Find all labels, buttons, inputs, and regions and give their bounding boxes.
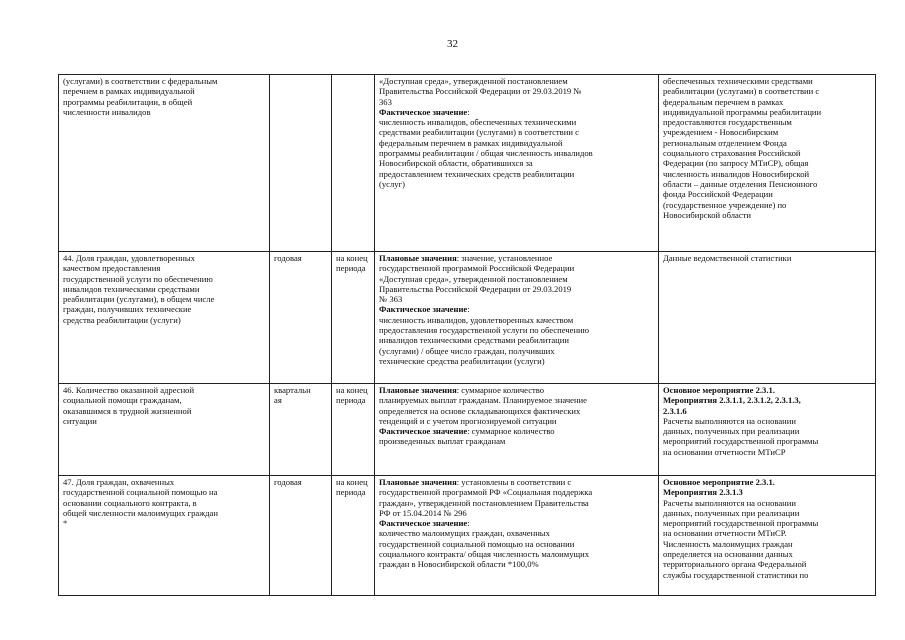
- indicator-line: 46. Количество оказанной адресной: [63, 385, 195, 395]
- indicator-line: качеством предоставления: [63, 263, 161, 274]
- plan-line: Правительства Российской Федерации от 29.03.2019: [379, 283, 572, 294]
- source-line: социального страхования Российской: [663, 148, 801, 159]
- page-number: 32: [447, 38, 458, 50]
- indicator-line: ситуации: [63, 415, 97, 426]
- plan-line: 363: [379, 96, 392, 107]
- plan-line: № 363: [379, 294, 403, 305]
- fact-text: : суммарное количество: [467, 426, 555, 437]
- indicators-table: [58, 74, 876, 596]
- fact-label: Фактическое значение: [379, 518, 468, 529]
- fact-line: технические средства реабилитации (услуги): [379, 355, 545, 366]
- date-line: периода: [336, 263, 366, 274]
- method-cell: [375, 476, 659, 596]
- periodicity-line: ая: [274, 395, 282, 406]
- plan-label: Плановые значения: [379, 477, 457, 487]
- fact-first-line: [379, 304, 654, 314]
- source-line: Численность малоимущих граждан: [663, 538, 793, 549]
- fact-line: государственной социальной помощью на основании: [379, 538, 575, 549]
- plan-line: планируемых выплат гражданам. Планируемое значение: [379, 395, 587, 406]
- source-line: федеральным перечнем в рамках: [663, 96, 784, 107]
- source-line: службы государственной статистики по: [663, 569, 809, 580]
- indicator-line: социальной помощи гражданам,: [63, 395, 182, 406]
- indicator-line: (услугами) в соответствии с федеральным: [63, 76, 218, 86]
- indicator-line: численности инвалидов: [63, 106, 151, 117]
- source-line: обеспеченных техническими средствами: [663, 76, 813, 86]
- plan-text: : установлены в соответствии с: [456, 477, 572, 487]
- date-cell: [332, 252, 375, 384]
- source-line: Новосибирской области: [663, 209, 752, 220]
- source-cell: [659, 252, 876, 384]
- source-line: мероприятий государственной программы: [663, 518, 819, 529]
- periodicity-cell: [270, 75, 332, 252]
- source-line: области – данные отделения Пенсионного: [663, 178, 818, 189]
- indicator-line: оказавшимся в трудной жизненной: [63, 405, 192, 416]
- plan-line: граждан», утвержденной постановлением Правительства: [379, 497, 589, 508]
- source-heading-line: Основное мероприятие 2.3.1.: [663, 477, 775, 487]
- indicator-cell: [59, 75, 270, 252]
- fact-line: инвалидов техническими средствами реабилитации: [379, 335, 569, 346]
- source-line: учреждением - Новосибирским: [663, 127, 779, 138]
- indicator-cell: [59, 476, 270, 596]
- source-line: определяется на основании данных: [663, 549, 793, 560]
- method-cell: [375, 384, 659, 476]
- source-heading-line: Мероприятия 2.3.1.3: [663, 487, 743, 498]
- indicator-line: государственной социальной помощью на: [63, 487, 218, 498]
- plan-line: тенденций и с учетом прогнозируемой ситуации: [379, 415, 557, 426]
- periodicity-cell: [270, 476, 332, 596]
- date-line: на конец: [336, 253, 368, 263]
- periodicity-cell: [270, 384, 332, 476]
- fact-text: :: [467, 304, 470, 315]
- table-row: [59, 384, 876, 476]
- fact-first-line: [379, 518, 654, 528]
- plan-line: определяется на основе складывающихся фактических: [379, 405, 581, 416]
- fact-line: программы реабилитации / общая численность инвалидов: [379, 148, 593, 159]
- table-row: [59, 75, 876, 252]
- source-line: мероприятий государственной программы: [663, 436, 819, 447]
- source-line: на основании отчетности МТиСР.: [663, 528, 787, 539]
- plan-text: : значение, установленное: [456, 253, 553, 263]
- plan-line: государственной программой Российской Федерации: [379, 263, 575, 274]
- date-line: на конец: [336, 477, 368, 487]
- plan-label: Плановые значения: [379, 253, 457, 263]
- table-row: [59, 476, 876, 596]
- source-line: предоставляются государственным: [663, 117, 792, 128]
- source-heading-line: Основное мероприятие 2.3.1.: [663, 385, 775, 395]
- source-cell: [659, 75, 876, 252]
- indicator-line: общей численности малоимущих граждан: [63, 507, 218, 518]
- indicator-line: реабилитации (услугами), в общем числе: [63, 294, 215, 305]
- date-line: периода: [336, 487, 366, 498]
- periodicity-line: квартальн: [274, 385, 311, 395]
- fact-line: федеральным перечнем в рамках индивидуальной: [379, 137, 563, 148]
- indicator-line: перечнем в рамках индивидуальной: [63, 86, 195, 97]
- indicator-line: средства реабилитации (услуги): [63, 314, 181, 325]
- fact-line: предоставления государственной услуги по обеспечению: [379, 325, 590, 336]
- source-cell: [659, 476, 876, 596]
- indicator-line: *: [63, 518, 68, 529]
- periodicity-cell: [270, 252, 332, 384]
- fact-line: численность инвалидов, обеспеченных техническими: [379, 117, 577, 128]
- plan-first-line: [379, 253, 654, 263]
- source-line: (государственное учреждение) по: [663, 199, 787, 210]
- date-cell: [332, 476, 375, 596]
- source-heading-line: Мероприятия 2.3.1.1, 2.3.1.2, 2.3.1.3,: [663, 395, 801, 406]
- source-line: Расчеты выполняются на основании: [663, 497, 796, 508]
- source-line: Федерации (по запросу МТиСР), общая: [663, 158, 809, 169]
- source-line: индивидуальной программы реабилитации: [663, 106, 822, 117]
- date-line: периода: [336, 395, 366, 406]
- indicator-line: 44. Доля граждан, удовлетворенных: [63, 253, 195, 263]
- source-line: на основании отчетности МТиСР: [663, 446, 786, 457]
- fact-label: Фактическое значение: [379, 304, 468, 315]
- plan-label: Плановые значения: [379, 385, 457, 395]
- indicator-cell: [59, 252, 270, 384]
- fact-line: количество малоимущих граждан, охваченных: [379, 528, 550, 539]
- fact-line: предоставлением технических средств реабилитации: [379, 168, 575, 179]
- date-line: на конец: [336, 385, 368, 395]
- source-line: фонда Российской Федерации: [663, 189, 773, 200]
- table-row: [59, 252, 876, 384]
- fact-line: социального контракта/ общая численность малоимущих: [379, 549, 590, 560]
- periodicity-line: годовая: [274, 477, 302, 487]
- date-cell: [332, 384, 375, 476]
- plan-line: РФ от 15.04.2014 № 296: [379, 507, 467, 518]
- indicator-line: основании социального контракта, в: [63, 497, 197, 508]
- indicator-line: программы реабилитации, в общей: [63, 96, 193, 107]
- plan-first-line: [379, 477, 654, 487]
- source-line: данных, полученных при реализации: [663, 507, 800, 518]
- fact-line: (услугами) / общее число граждан, получивших: [379, 345, 555, 356]
- source-line: численность инвалидов Новосибирской: [663, 168, 810, 179]
- indicator-line: государственной услуги по обеспечению: [63, 273, 213, 284]
- fact-line: (услуг): [379, 178, 405, 189]
- source-heading-line: 2.3.1.6: [663, 405, 687, 416]
- indicator-line: 47. Доля граждан, охваченных: [63, 477, 175, 487]
- plan-first-line: [379, 385, 654, 395]
- source-line: данных, полученных при реализации: [663, 426, 800, 437]
- plan-text: : суммарное количество: [456, 385, 545, 395]
- fact-line: произведенных выплат гражданам: [379, 436, 506, 447]
- fact-line: Новосибирской области, обратившихся за: [379, 158, 533, 169]
- fact-label: Фактическое значение: [379, 426, 468, 437]
- source-cell: [659, 384, 876, 476]
- source-line: Расчеты выполняются на основании: [663, 415, 796, 426]
- plan-line: «Доступная среда», утвержденной постановлением: [379, 273, 568, 284]
- fact-first-line: [379, 426, 654, 436]
- method-cell: [375, 252, 659, 384]
- source-line: реабилитации (услугами) в соответствии с: [663, 86, 820, 97]
- indicator-line: инвалидов техническими средствами: [63, 283, 200, 294]
- fact-line: численность инвалидов, удовлетворенных качеством: [379, 314, 574, 325]
- indicator-cell: [59, 384, 270, 476]
- indicator-line: граждан, получивших технические: [63, 304, 192, 315]
- fact-line: граждан в Новосибирской области *100,0%: [379, 559, 539, 570]
- plan-line: Правительства Российской Федерации от 29.03.2019 №: [379, 86, 582, 97]
- fact-first-line: [379, 107, 654, 117]
- source-line: региональным отделением Фонда: [663, 137, 787, 148]
- date-cell: [332, 75, 375, 252]
- periodicity-line: годовая: [274, 253, 302, 263]
- fact-label: Фактическое значение: [379, 106, 468, 117]
- source-line: территориального органа Федеральной: [663, 559, 807, 570]
- method-cell: [375, 75, 659, 252]
- fact-line: средствами реабилитации (услугами) в соответствии с: [379, 127, 579, 138]
- fact-text: :: [467, 106, 470, 117]
- plan-line: государственной программой РФ «Социальная поддержка: [379, 487, 593, 498]
- plan-line: «Доступная среда», утвержденной постановлением: [379, 76, 568, 86]
- fact-text: :: [467, 518, 470, 529]
- source-line: Данные ведомственной статистики: [663, 253, 792, 263]
